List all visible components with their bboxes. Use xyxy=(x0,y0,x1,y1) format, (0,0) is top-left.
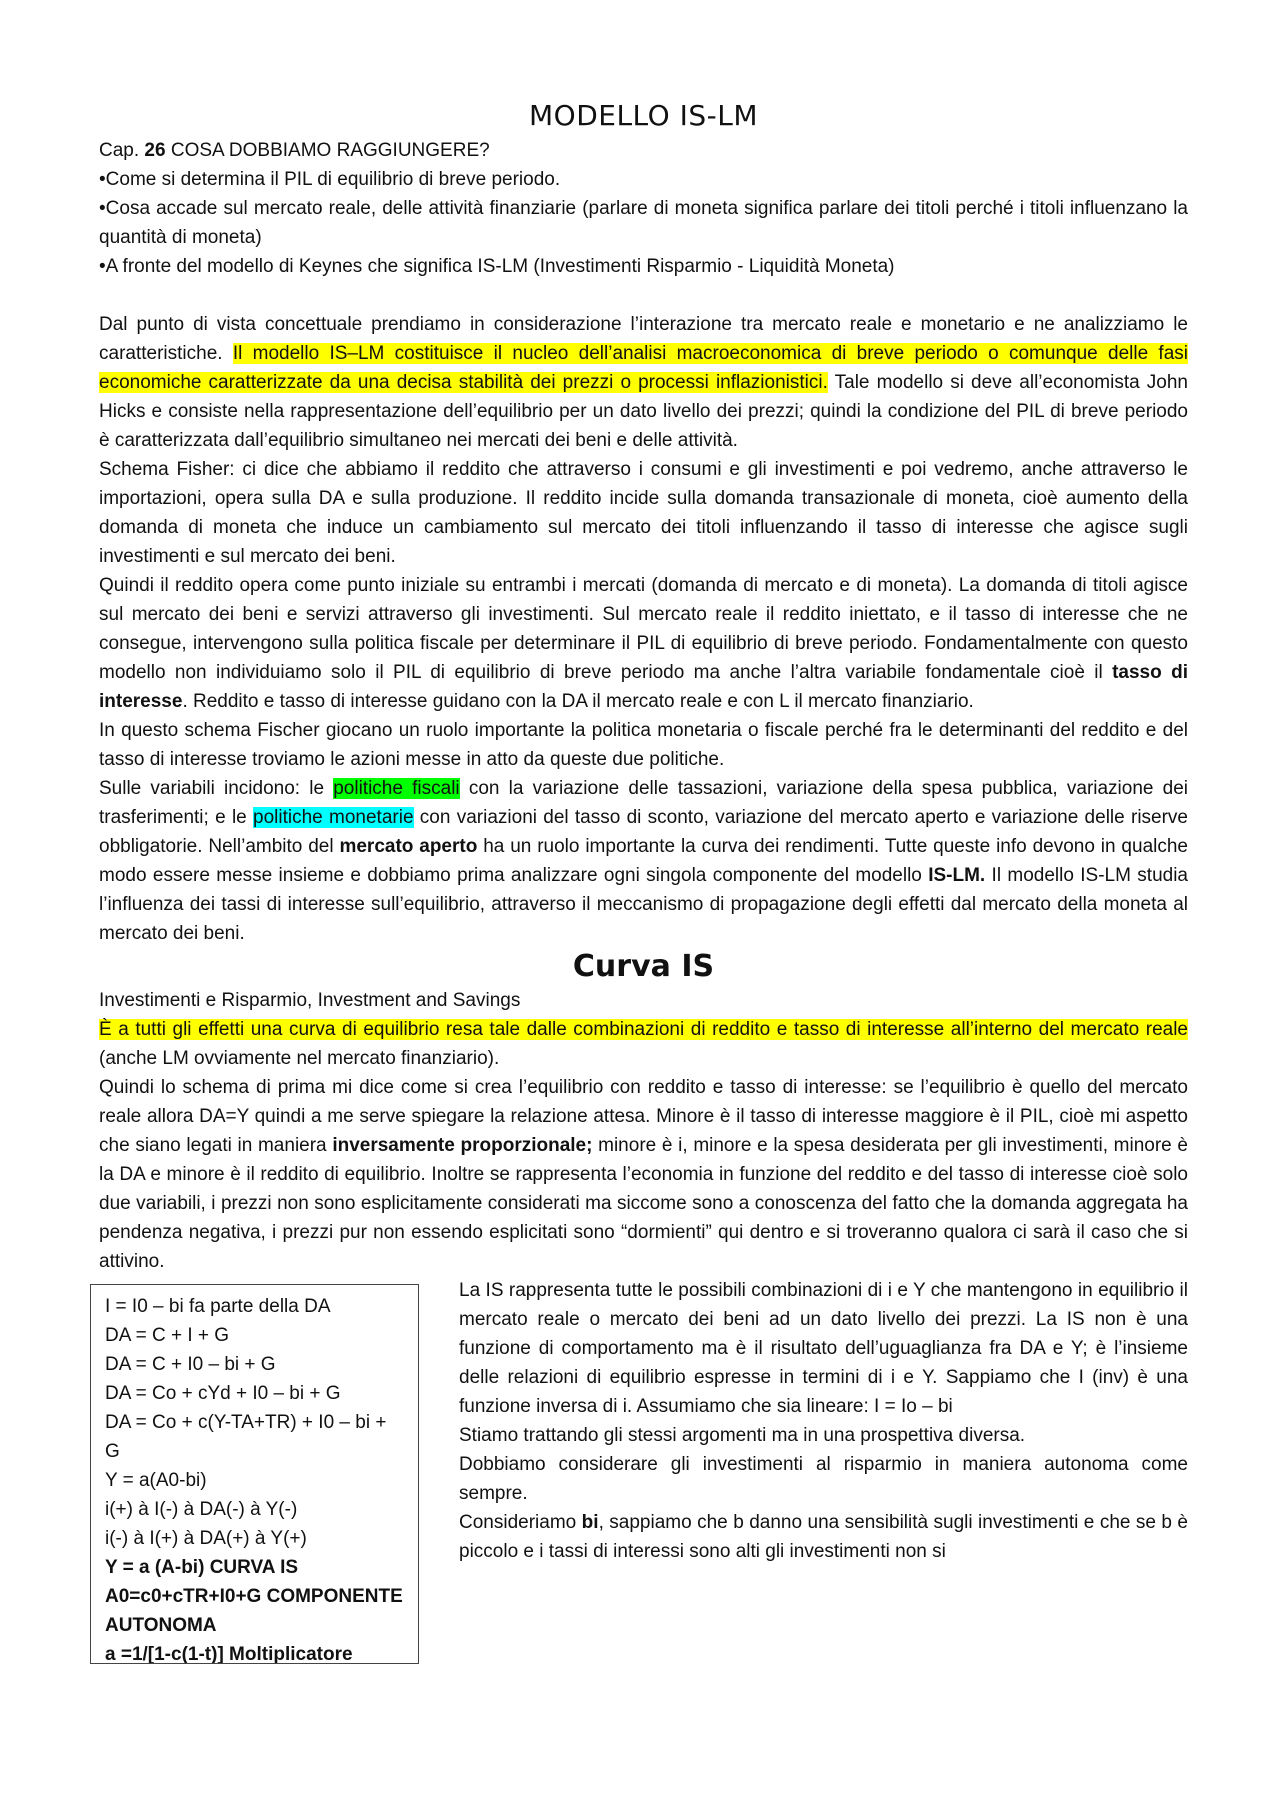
text-run: , sappiamo che b danno una sensibilità sugli investimenti e che se b è piccolo e i tassi di interessi sono alti gli investimenti non si xyxy=(459,1512,1188,1562)
chapter-number: 26 xyxy=(144,140,166,161)
is-bi-paragraph xyxy=(459,1508,1188,1566)
text-run: minore è i, minore e la spesa desiderata per gli investimenti, minore è la DA e minore è il reddito di equilibrio. Inoltre se rappresenta l’economia in funzione del reddito e del tasso di interesse cioè solo due variabili, i prezzi non sono esplicitamente considerati ma siccome sono a conoscenza del fatto che la domanda aggregata ha pendenza negativa, i prezzi pur non essendo esplicitati sono “dormienti” qui dentro e si troveranno qualora ci sarà il caso che si attivino. xyxy=(99,1135,1188,1272)
formula-line: DA = Co + cYd + I0 – bi + G xyxy=(105,1383,341,1404)
highlighted-monetary: politiche monetarie xyxy=(253,807,414,828)
paragraph-schema-fisher: Schema Fisher: ci dice che abbiamo il reddito che attraverso i consumi e gli investimenti e poi vedremo, anche attraverso le importazioni, opera sulla DA e sulla produzione. Il reddito incide sulla domanda transazionale di moneta, cioè aumento della domanda di moneta che induce un cambiamento sul mercato dei titoli influenzando il tasso di interesse che agisce sugli investimenti e sul mercato dei beni. xyxy=(99,459,1188,567)
text-run: Il modello IS-LM studia l’influenza dei tassi di interesse sull’equilibrio, attraverso il meccanismo di propagazione degli effetti dal mercato della moneta al mercato dei beni. xyxy=(99,865,1188,944)
text-run: Tale modello si deve all’economista John Hicks e consiste nella rappresentazione dell’equilibrio per un dato livello dei prezzi; quindi la condizione del PIL di breve periodo è caratterizzata dall’equilibrio simultaneo nei mercati dei beni e delle attività. xyxy=(99,372,1188,451)
document-page xyxy=(99,96,1188,1676)
formula-bold-line: A0=c0+cTR+I0+G COMPONENTE AUTONOMA xyxy=(105,1586,403,1636)
formula-line: DA = Co + c(Y-TA+TR) + I0 – bi + G xyxy=(105,1412,387,1462)
formula-line: i(-) à I(+) à DA(+) à Y(+) xyxy=(105,1528,307,1549)
page-title: MODELLO IS-LM xyxy=(529,99,758,132)
text-run: (anche LM ovviamente nel mercato finanziario). xyxy=(99,1048,500,1069)
text-run: con la variazione delle tassazioni, variazione della spesa pubblica, variazione dei trasferimenti; e le xyxy=(99,778,1189,828)
text-run: Quindi lo schema di prima mi dice come si crea l’equilibrio con reddito e tasso di interesse: se l’equilibrio è quello del mercato reale allora DA=Y quindi a me serve spiegare la relazione attesa. Minore è il tasso di interesse maggiore è il PIL, cioè mi aspetto che siano legati in maniera xyxy=(99,1077,1188,1156)
bullet-item: •A fronte del modello di Keynes che significa IS-LM (Investimenti Risparmio - Liquidità Moneta) xyxy=(99,256,895,277)
bold-text: tasso di interesse xyxy=(99,662,1188,712)
formula-bold-line: a =1/[1-c(1-t)] Moltiplicatore xyxy=(105,1644,353,1664)
is-definition xyxy=(99,1015,1188,1073)
bold-text: bi xyxy=(581,1512,599,1533)
bullet-item: •Come si determina il PIL di equilibrio di breve periodo. xyxy=(99,169,561,190)
text-run: Sulle variabili incidono: le xyxy=(99,778,334,799)
formula-line: DA = C + I + G xyxy=(105,1325,230,1346)
right-column xyxy=(459,1276,1188,1566)
is-note: Stiamo trattando gli stessi argomenti ma in una prospettiva diversa. xyxy=(459,1425,1026,1446)
formula-line: DA = C + I0 – bi + G xyxy=(105,1354,276,1375)
bold-text: IS-LM. xyxy=(928,865,986,886)
two-column-section xyxy=(99,1276,1188,1676)
highlighted-text: Il modello IS–LM costituisce il nucleo dell’analisi macroeconomica di breve periodo o comunque delle fasi economiche caratterizzate da una decisa stabilità dei prezzi o processi inflazionistici. xyxy=(99,343,1188,393)
chapter-line xyxy=(99,136,1188,165)
text-run: Consideriamo xyxy=(459,1512,582,1533)
text-run: con variazioni del tasso di sconto, variazione del mercato aperto e variazione delle riserve obbligatorie. Nell’ambito del xyxy=(99,807,1188,857)
paragraph-fischer: In questo schema Fischer giocano un ruolo importante la politica monetaria o fiscale perché fra le determinanti del reddito e del tasso di interesse troviamo le azioni messe in atto da queste due politiche. xyxy=(99,720,1188,770)
bold-text: inversamente proporzionale; xyxy=(332,1135,593,1156)
formula-line: i(+) à I(-) à DA(-) à Y(-) xyxy=(105,1499,298,1520)
text-run: ha un ruolo importante la curva dei rendimenti. Tutte queste info devono in qualche modo essere messe insieme e dobbiamo prima analizzare ogni singola componente del modello xyxy=(99,836,1188,886)
is-description: La IS rappresenta tutte le possibili combinazioni di i e Y che mantengono in equilibrio il mercato reale o mercato dei beni ad un dato livello dei prezzi. La IS non è una funzione di comportamento ma è il risultato dell’uguaglianza fra DA e Y; è l’insieme delle relazioni di equilibrio espresse in termini di i e Y. Sappiamo che I (inv) è una funzione inversa di i. Assumiamo che sia lineare: I = Io – bi xyxy=(459,1280,1188,1417)
is-note: Dobbiamo considerare gli investimenti al risparmio in maniera autonoma come sempre. xyxy=(459,1454,1188,1504)
bullet-item: •Cosa accade sul mercato reale, delle attività finanziarie (parlare di moneta significa parlare dei titoli perché i titoli influenzano la quantità di moneta) xyxy=(99,198,1188,248)
paragraph-politiche xyxy=(99,774,1188,948)
formula-line: Y = a(A0-bi) xyxy=(105,1470,207,1491)
formula-bold-line: Y = a (A-bi) CURVA IS xyxy=(105,1557,299,1578)
paragraph-equilibrio xyxy=(99,1073,1188,1276)
paragraph-reddito xyxy=(99,571,1188,716)
highlighted-fiscal: politiche fiscali xyxy=(333,778,460,799)
paragraph-intro xyxy=(99,310,1188,455)
section-subtitle: Investimenti e Risparmio, Investment and Savings xyxy=(99,990,521,1011)
formula-line: I = I0 – bi fa parte della DA xyxy=(105,1296,331,1317)
formula-box xyxy=(90,1284,419,1664)
chapter-prefix: Cap. xyxy=(99,140,145,161)
bold-text: mercato aperto xyxy=(339,836,478,857)
text-run: Quindi il reddito opera come punto iniziale su entrambi i mercati (domanda di mercato e di moneta). La domanda di titoli agisce sul mercato dei beni e servizi attraverso gli investimenti. Sul mercato reale il reddito iniettato, e il tasso di interesse che ne consegue, intervengono sulla politica fiscale per determinare il PIL di equilibrio di breve periodo. Fondamentalmente con questo modello non individuiamo solo il PIL di equilibrio di breve periodo ma anche l’altra variabile fondamentale cioè il xyxy=(99,575,1188,683)
section-heading: Curva IS xyxy=(572,949,715,984)
text-run: Dal punto di vista concettuale prendiamo in considerazione l’interazione tra mercato reale e monetario e ne analizziamo le caratteristiche. xyxy=(99,314,1188,364)
chapter-question: COSA DOBBIAMO RAGGIUNGERE? xyxy=(165,140,490,161)
text-run: . Reddito e tasso di interesse guidano con la DA il mercato reale e con L il mercato finanziario. xyxy=(182,691,974,712)
highlighted-text: È a tutti gli effetti una curva di equilibrio resa tale dalle combinazioni di reddito e tasso di interesse all’interno del mercato reale xyxy=(99,1019,1188,1040)
